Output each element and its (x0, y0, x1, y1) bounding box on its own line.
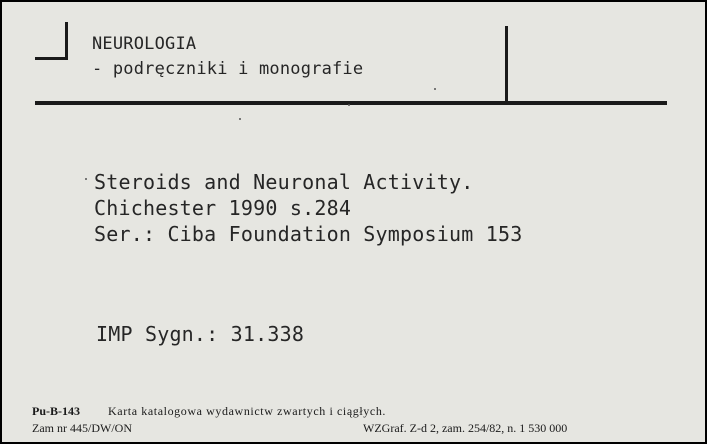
bracket-horizontal-line (35, 57, 68, 60)
entry-series: Ser.: Ciba Foundation Symposium 153 (94, 222, 523, 246)
entry-title: Steroids and Neuronal Activity. (94, 170, 474, 194)
dust-speck (434, 88, 436, 90)
footer-printer-info: WZGraf. Z-d 2, zam. 254/82, n. 1 530 000 (363, 421, 568, 435)
subject-subheading: - podręczniki i monografie (92, 59, 364, 79)
footer-form-code: Pu-B-143 (32, 404, 80, 418)
entry-call-number: IMP Sygn.: 31.338 (96, 322, 305, 346)
header-right-vertical-line (505, 26, 508, 102)
header-underline (35, 101, 667, 105)
entry-imprint: Chichester 1990 s.284 (94, 196, 352, 220)
footer-form-title: Karta katalogowa wydawnictw zwartych i ciągłych. (108, 404, 387, 418)
subject-heading: NEUROLOGIA (92, 34, 197, 54)
dust-speck (348, 104, 350, 106)
bracket-vertical-line (65, 22, 68, 60)
dust-speck (85, 178, 87, 180)
dust-speck (239, 118, 241, 120)
footer-order-label: Zam nr 445/DW/ON (32, 421, 132, 435)
catalog-card (2, 2, 705, 442)
